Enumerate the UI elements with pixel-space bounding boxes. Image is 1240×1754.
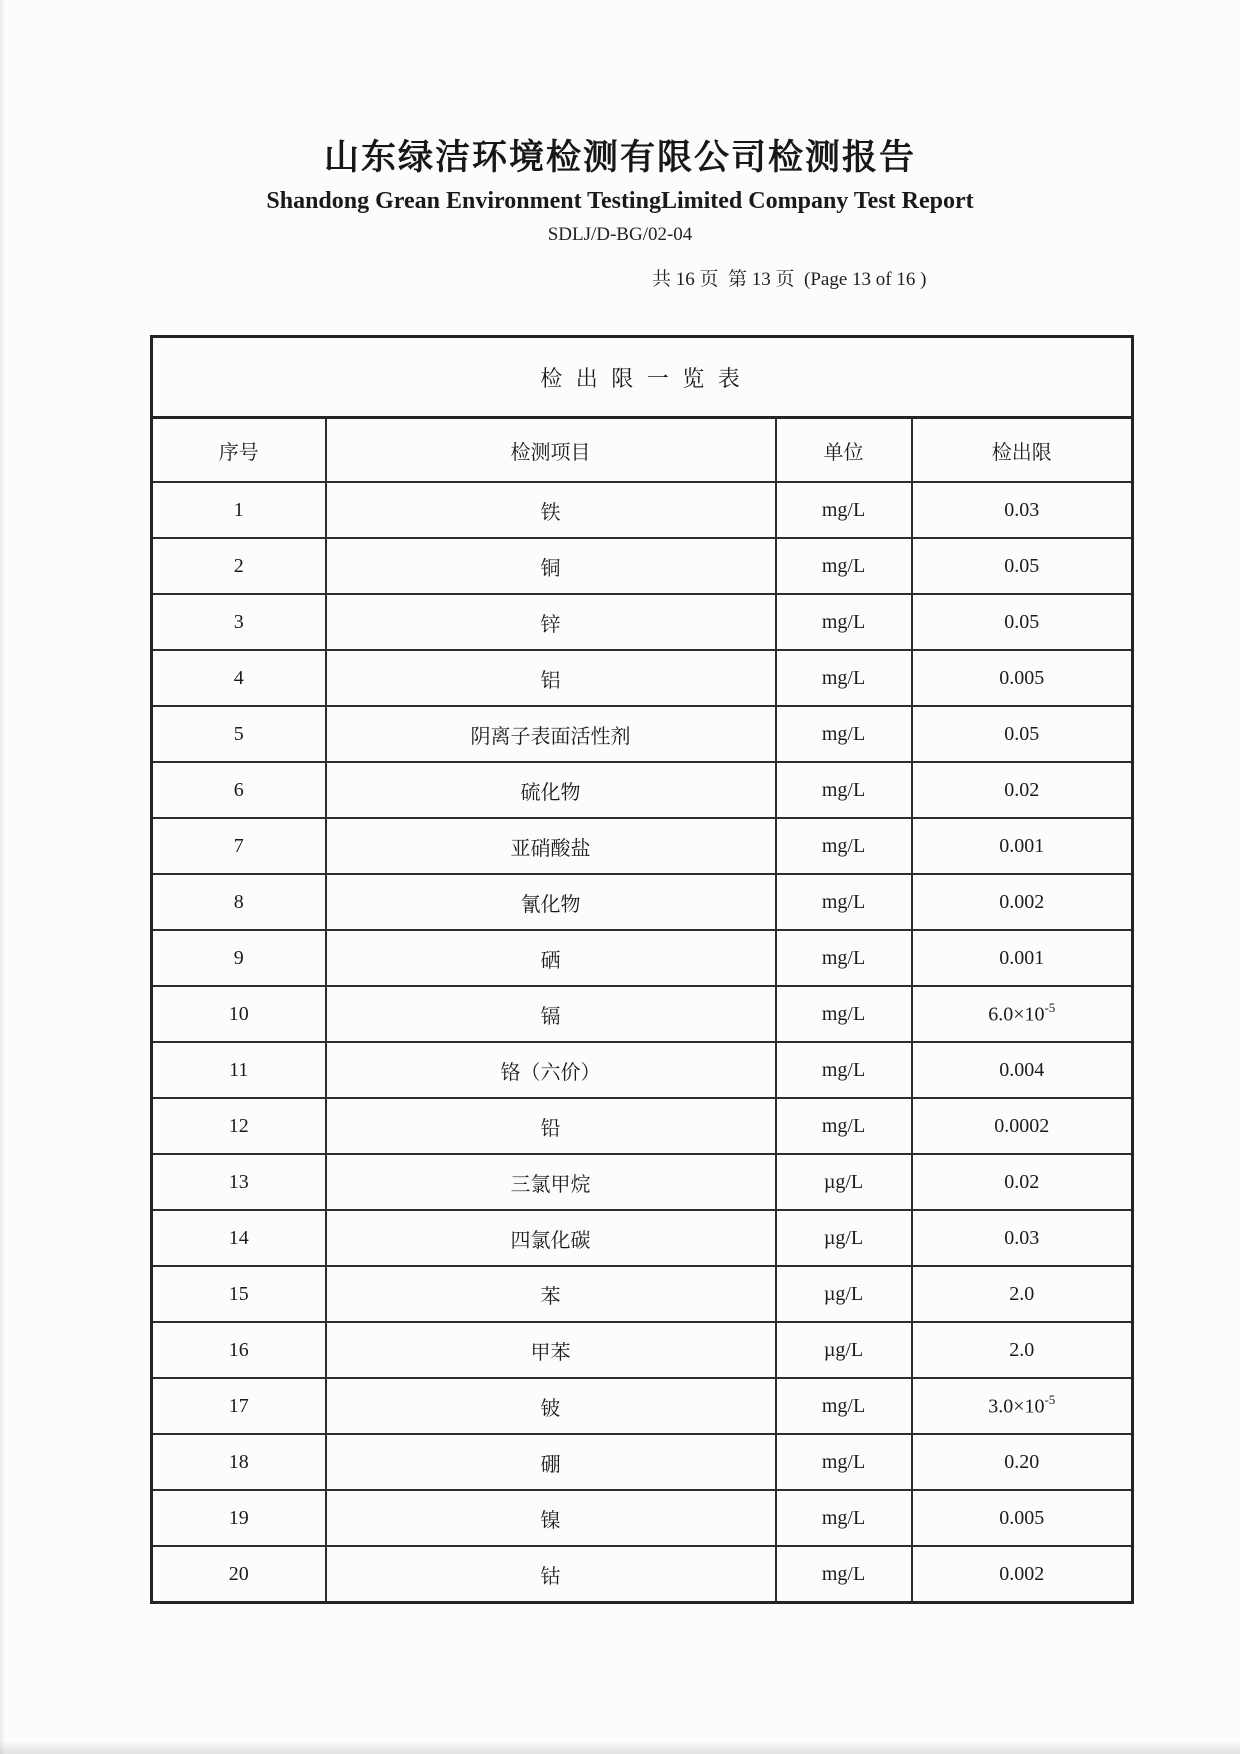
limit-cell: 0.05 [912,594,1133,650]
unit-cell: mg/L [776,818,912,874]
limit-cell: 0.0002 [912,1098,1133,1154]
unit-cell: mg/L [776,1434,912,1490]
row-number-cell: 16 [152,1322,326,1378]
unit-cell: µg/L [776,1154,912,1210]
row-number-cell: 5 [152,706,326,762]
unit-cell: mg/L [776,1098,912,1154]
row-number-cell: 20 [152,1546,326,1603]
unit-cell: mg/L [776,874,912,930]
row-number-cell: 13 [152,1154,326,1210]
table-header-row [152,418,1133,483]
table-row [152,482,1133,538]
item-cell: 硼 [326,1434,776,1490]
scan-edge-artifact-left [0,0,5,1754]
table-row [152,1098,1133,1154]
table-row [152,706,1133,762]
limit-cell: 0.002 [912,1546,1133,1603]
table-row [152,818,1133,874]
item-cell: 铜 [326,538,776,594]
item-cell: 钴 [326,1546,776,1603]
item-cell: 氰化物 [326,874,776,930]
header-no: 序号 [152,418,326,483]
unit-cell: mg/L [776,1490,912,1546]
table-title-row [152,337,1133,418]
unit-cell: µg/L [776,1210,912,1266]
row-number-cell: 18 [152,1434,326,1490]
unit-cell: µg/L [776,1266,912,1322]
item-cell: 镍 [326,1490,776,1546]
page-number-info: 共 16 页 第 13 页 (Page 13 of 16 ) [652,269,927,290]
limit-cell: 0.03 [912,482,1133,538]
table-row [152,1210,1133,1266]
table-row [152,986,1133,1042]
item-cell: 硫化物 [326,762,776,818]
limit-cell: 0.05 [912,706,1133,762]
limit-cell: $3.0\times 10^{-5}$ [912,1378,1133,1434]
limit-cell: 0.004 [912,1042,1133,1098]
unit-cell: mg/L [776,1042,912,1098]
item-cell: 铝 [326,650,776,706]
unit-cell: mg/L [776,1546,912,1603]
item-cell: 铍 [326,1378,776,1434]
table-row [152,1378,1133,1434]
unit-cell: mg/L [776,594,912,650]
limit-cell: 0.03 [912,1210,1133,1266]
row-number-cell: 6 [152,762,326,818]
row-number-cell: 7 [152,818,326,874]
item-cell: 镉 [326,986,776,1042]
limit-cell: 0.05 [912,538,1133,594]
table-title: 检 出 限 一 览 表 [152,337,1133,418]
row-number-cell: 4 [152,650,326,706]
detection-limit-table [150,335,1134,1604]
item-cell: 阴离子表面活性剂 [326,706,776,762]
table-row [152,1154,1133,1210]
header-unit: 单位 [776,418,912,483]
row-number-cell: 3 [152,594,326,650]
row-number-cell: 11 [152,1042,326,1098]
report-title-en: Shandong Grean Environment TestingLimited Company Test Report [266,188,974,214]
table-row [152,594,1133,650]
table-row [152,1322,1133,1378]
item-cell: 四氯化碳 [326,1210,776,1266]
limit-cell: 2.0 [912,1322,1133,1378]
unit-cell: µg/L [776,1322,912,1378]
item-cell: 三氯甲烷 [326,1154,776,1210]
unit-cell: mg/L [776,1378,912,1434]
table-row [152,538,1133,594]
unit-cell: mg/L [776,762,912,818]
table-row [152,1042,1133,1098]
table-row [152,874,1133,930]
row-number-cell: 19 [152,1490,326,1546]
limit-cell: 0.001 [912,930,1133,986]
limit-cell: 2.0 [912,1266,1133,1322]
item-cell: 铁 [326,482,776,538]
scan-edge-artifact-bottom [0,1740,1240,1754]
item-cell: 铬（六价） [326,1042,776,1098]
row-number-cell: 14 [152,1210,326,1266]
row-number-cell: 2 [152,538,326,594]
row-number-cell: 1 [152,482,326,538]
table-row [152,1266,1133,1322]
header-limit: 检出限 [912,418,1133,483]
item-cell: 甲苯 [326,1322,776,1378]
limit-cell: 0.005 [912,650,1133,706]
table-row [152,762,1133,818]
unit-cell: mg/L [776,986,912,1042]
table-row [152,1490,1133,1546]
item-cell: 硒 [326,930,776,986]
table-body [152,482,1133,1603]
limit-cell: 0.001 [912,818,1133,874]
header-item: 检测项目 [326,418,776,483]
item-cell: 锌 [326,594,776,650]
table-row [152,650,1133,706]
limit-cell: 0.002 [912,874,1133,930]
row-number-cell: 12 [152,1098,326,1154]
item-cell: 铅 [326,1098,776,1154]
limit-cell: $6.0\times 10^{-5}$ [912,986,1133,1042]
unit-cell: mg/L [776,650,912,706]
unit-cell: mg/L [776,930,912,986]
row-number-cell: 10 [152,986,326,1042]
row-number-cell: 9 [152,930,326,986]
limit-cell: 0.005 [912,1490,1133,1546]
limit-cell: 0.02 [912,1154,1133,1210]
row-number-cell: 15 [152,1266,326,1322]
table-row [152,930,1133,986]
limit-cell: 0.02 [912,762,1133,818]
row-number-cell: 17 [152,1378,326,1434]
item-cell: 亚硝酸盐 [326,818,776,874]
item-cell: 苯 [326,1266,776,1322]
unit-cell: mg/L [776,482,912,538]
table-row [152,1434,1133,1490]
table-row [152,1546,1133,1603]
row-number-cell: 8 [152,874,326,930]
unit-cell: mg/L [776,538,912,594]
limit-cell: 0.20 [912,1434,1133,1490]
report-title-cn: 山东绿洁环境检测有限公司检测报告 [323,138,916,177]
document-code: SDLJ/D-BG/02-04 [547,224,693,245]
unit-cell: mg/L [776,706,912,762]
